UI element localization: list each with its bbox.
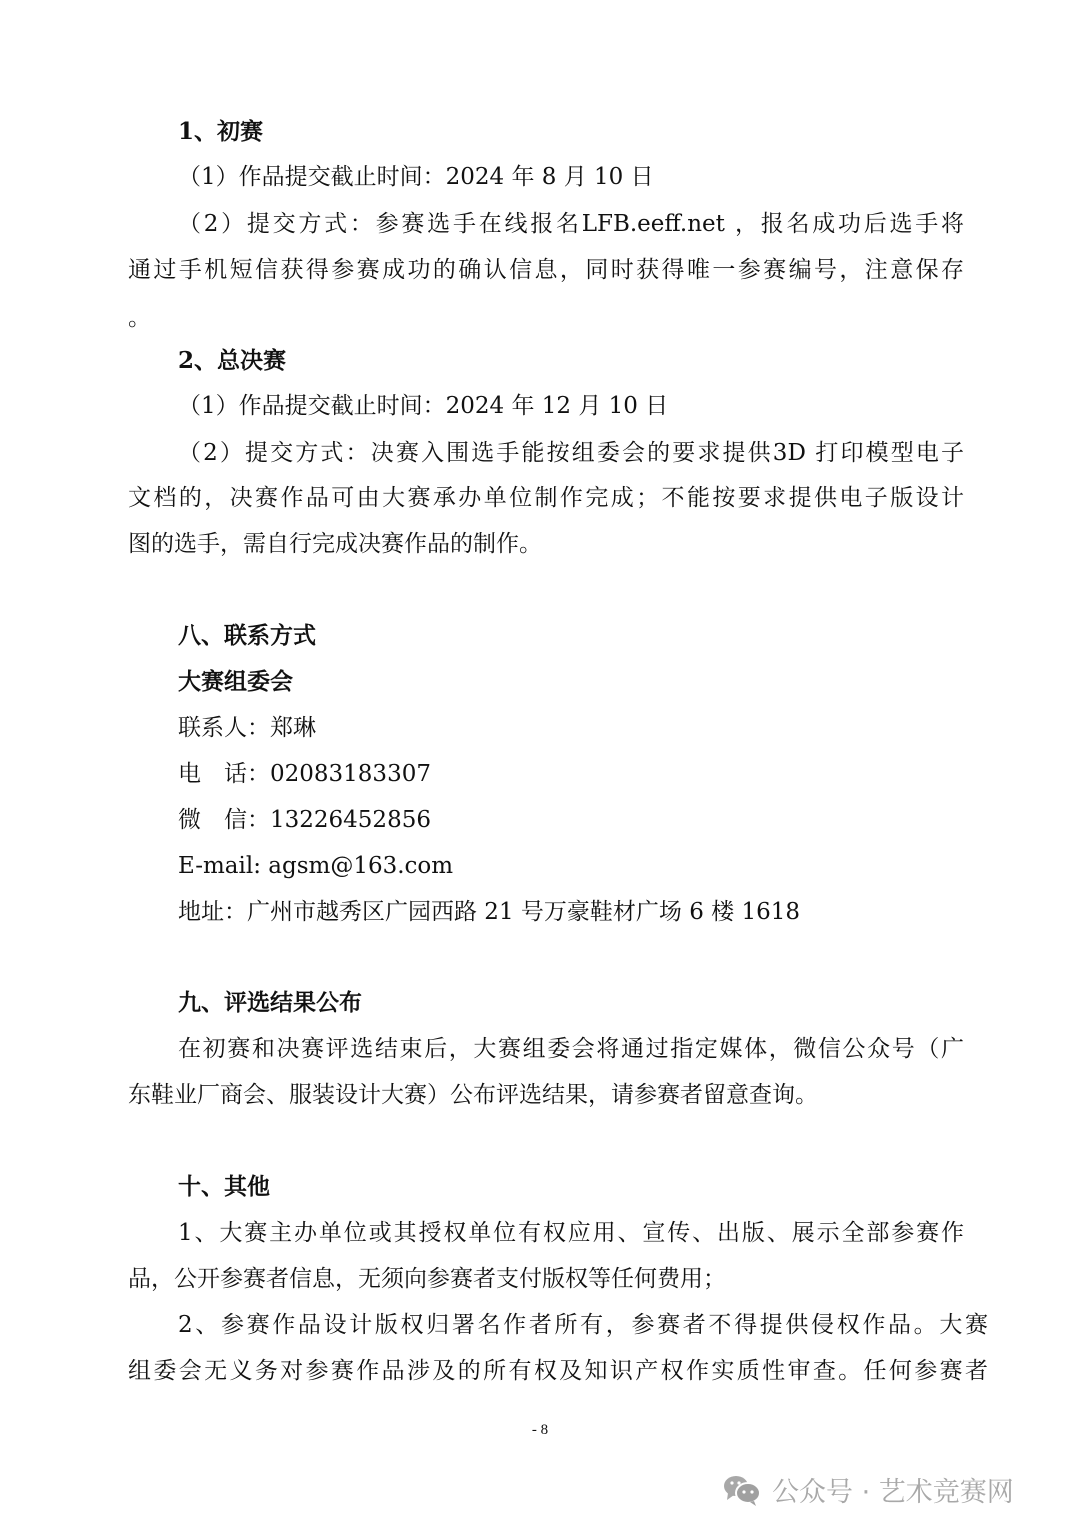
other-item2-line2: 组委会无义务对参赛作品涉及的所有权及知识产权作实质性审查。任何参赛者 — [128, 1358, 988, 1384]
final-method-line3: 图的选手，需自行完成决赛作品的制作。 — [128, 531, 542, 557]
contact-wechat: 微 信：13226452856 — [178, 807, 431, 833]
final-method-line2: 文档的，决赛作品可由大赛承办单位制作完成；不能按要求提供电子版设计 — [128, 485, 964, 511]
page-number: - 8 — [531, 1422, 549, 1438]
contact-address: 地址：广州市越秀区广园西路 21 号万豪鞋材广场 6 楼 1618 — [178, 899, 800, 925]
contact-person: 联系人：郑琳 — [178, 715, 316, 741]
results-line2: 东鞋业厂商会、服装设计大赛）公布评选结果，请参赛者留意查询。 — [128, 1082, 818, 1108]
final-deadline: （1）作品提交截止时间：2024 年 12 月 10 日 — [178, 393, 669, 419]
final-method-line1: （2）提交方式：决赛入围选手能按组委会的要求提供3D 打印模型电子 — [178, 440, 964, 466]
preliminary-method-line2: 通过手机短信获得参赛成功的确认信息，同时获得唯一参赛编号，注意保存 — [128, 257, 964, 283]
preliminary-deadline: （1）作品提交截止时间：2024 年 8 月 10 日 — [178, 164, 654, 190]
other-item1-line2: 品，公开参赛者信息，无须向参赛者支付版权等任何费用； — [128, 1266, 726, 1292]
preliminary-method-line3: 。 — [128, 305, 151, 331]
results-line1: 在初赛和决赛评选结束后，大赛组委会将通过指定媒体，微信公众号（广 — [178, 1036, 964, 1062]
section-heading-preliminary: 1、初赛 — [178, 118, 264, 145]
watermark — [722, 1470, 1014, 1509]
other-item2-line1: 2、参赛作品设计版权归署名作者所有，参赛者不得提供侵权作品。大赛 — [178, 1312, 988, 1338]
contact-heading: 八、联系方式 — [178, 622, 316, 649]
contact-email[interactable]: E-mail: agsm@163.com — [178, 853, 454, 879]
other-item1-line1: 1、大赛主办单位或其授权单位有权应用、宣传、出版、展示全部参赛作 — [178, 1220, 964, 1246]
section-heading-final: 2、总决赛 — [178, 347, 287, 374]
preliminary-method-line1: （2）提交方式：参赛选手在线报名LFB.eeff.net ，报名成功后选手将 — [178, 211, 964, 237]
contact-phone: 电 话：02083183307 — [178, 761, 431, 787]
watermark-text: 公众号 · 艺术竞赛网 — [772, 1477, 1014, 1508]
other-heading: 十、其他 — [178, 1173, 270, 1200]
wechat-icon — [722, 1473, 762, 1507]
contact-org: 大赛组委会 — [178, 668, 293, 695]
results-heading: 九、评选结果公布 — [178, 989, 362, 1016]
